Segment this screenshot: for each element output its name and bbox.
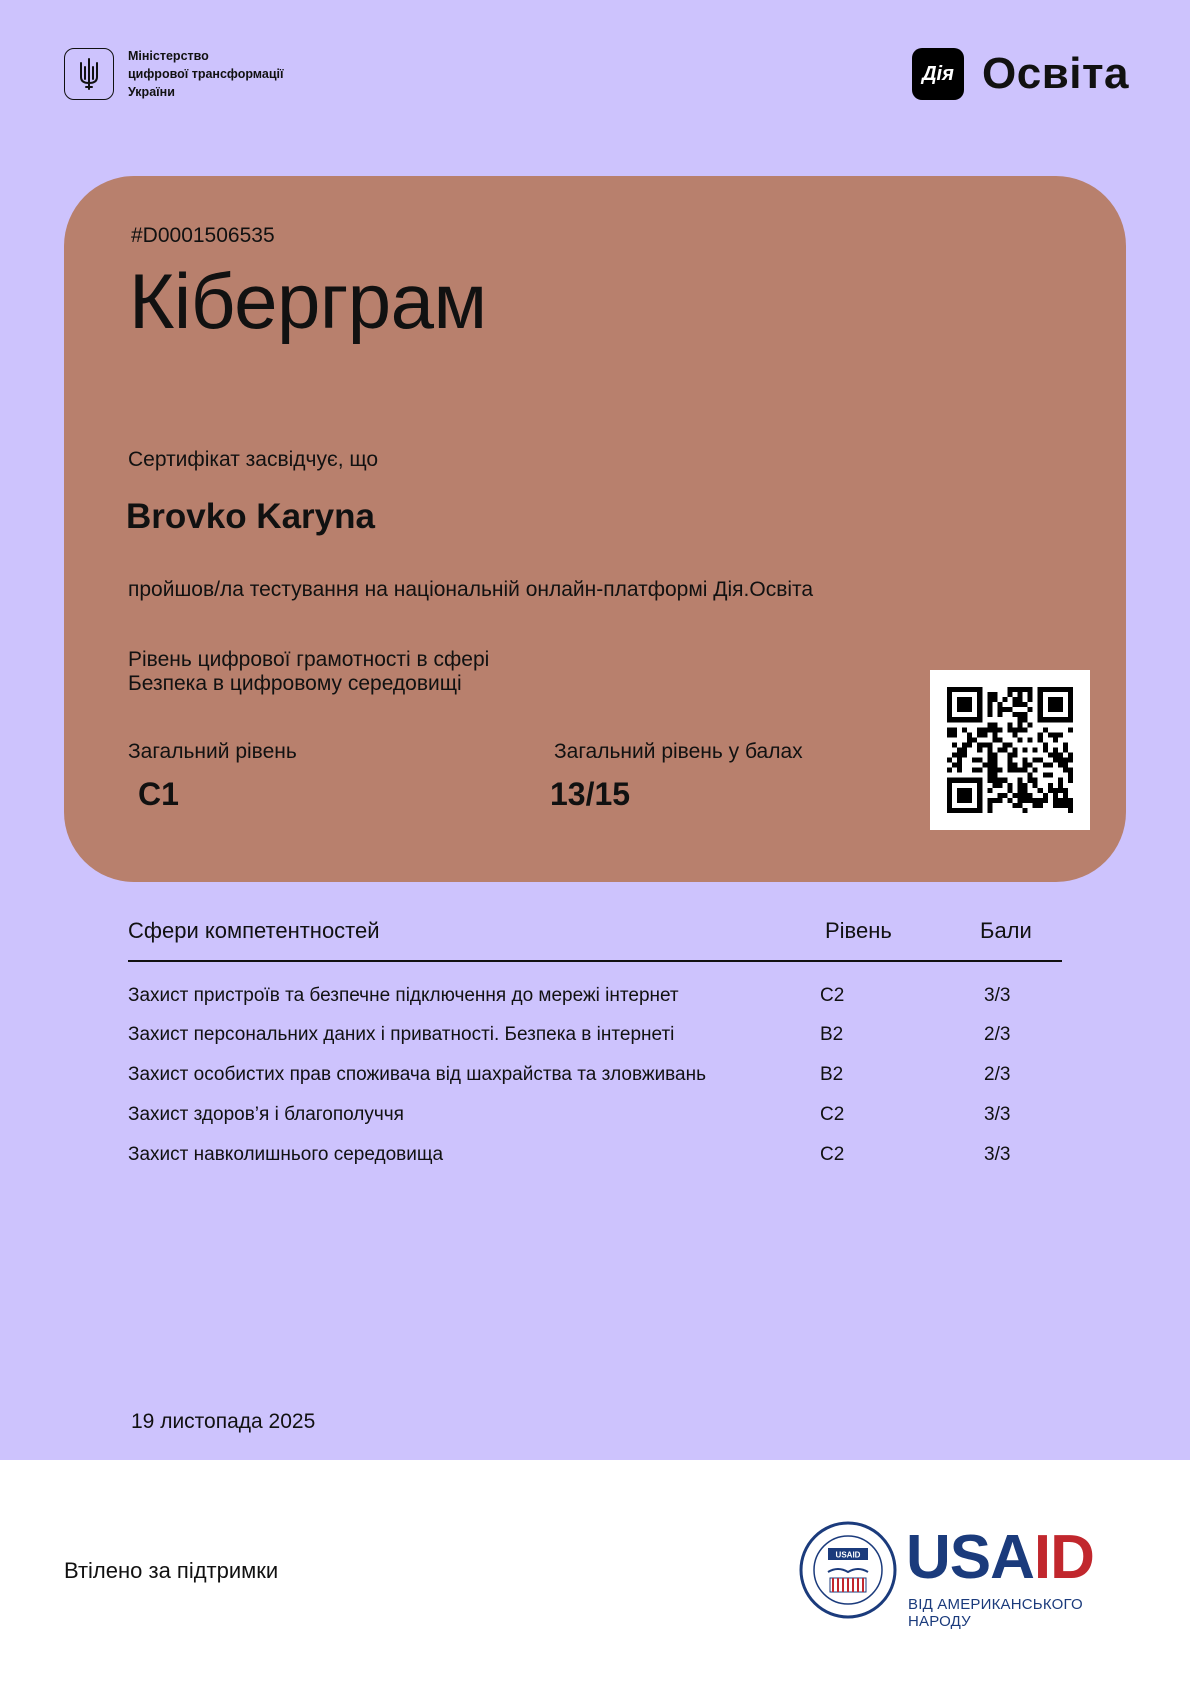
ministry-name-line: цифрової трансформації <box>128 67 284 81</box>
level-description-line: Рівень цифрової грамотності в сфері <box>128 648 490 671</box>
usaid-seal-icon <box>798 1520 898 1620</box>
usaid-wordmark <box>906 1522 1094 1593</box>
row-sphere: Захист персональних даних і приватності. Безпека в інтернеті <box>128 1024 675 1045</box>
row-level: B2 <box>820 1064 844 1085</box>
column-header-points: Бали <box>980 918 1032 943</box>
issue-date: 19 листопада 2025 <box>131 1410 316 1433</box>
table-row <box>128 1104 1062 1144</box>
qr-code-icon <box>947 687 1073 813</box>
passed-text: пройшов/ла тестування на національній онлайн-платформі Дія.Освіта <box>128 578 814 601</box>
ministry-name-line: Міністерство <box>128 49 209 63</box>
row-sphere: Захист навколишнього середовища <box>128 1144 444 1165</box>
column-header-sphere: Сфери компетентностей <box>128 918 380 943</box>
row-sphere: Захист особистих прав споживача від шахрайства та зловживань <box>128 1064 707 1085</box>
ministry-name-line: України <box>128 85 175 99</box>
column-header-level: Рівень <box>825 918 892 943</box>
table-row <box>128 1144 1062 1184</box>
overall-level-label: Загальний рівень <box>128 740 297 763</box>
qr-code[interactable] <box>930 670 1090 830</box>
ministry-name <box>128 47 328 101</box>
ministry-logo <box>64 47 328 101</box>
row-level: B2 <box>820 1024 844 1045</box>
trident-icon <box>64 48 114 100</box>
certificate-id: #D0001506535 <box>131 224 275 247</box>
usaid-wordmark-red: ID <box>1033 1523 1094 1592</box>
row-sphere: Захист пристроїв та безпечне підключення до мережі інтернет <box>128 985 679 1006</box>
row-points: 3/3 <box>984 985 1011 1006</box>
table-row <box>128 1064 1062 1104</box>
person-name: Brovko Karyna <box>126 497 375 536</box>
row-points: 3/3 <box>984 1144 1011 1165</box>
usaid-tagline: ВІД АМЕРИКАНСЬКОГО НАРОДУ <box>908 1596 1083 1630</box>
level-description-line: Безпека в цифровому середовищі <box>128 672 462 695</box>
row-level: C2 <box>820 1144 845 1165</box>
overall-score-label: Загальний рівень у балах <box>554 740 803 763</box>
row-points: 3/3 <box>984 1104 1011 1125</box>
dia-osvita-logo <box>912 48 1129 100</box>
certificate-card <box>64 176 1126 882</box>
row-level: C2 <box>820 985 845 1006</box>
usaid-wordmark-blue: USA <box>906 1523 1034 1592</box>
table-header <box>128 916 1062 962</box>
table-row <box>128 985 1062 1025</box>
seal-text: USAID <box>835 1550 861 1560</box>
row-sphere: Захист здоров’я і благополуччя <box>128 1104 404 1125</box>
row-level: C2 <box>820 1104 845 1125</box>
attests-text: Сертифікат засвідчує, що <box>128 448 379 471</box>
overall-score-value: 13/15 <box>550 776 631 812</box>
overall-level-value: C1 <box>138 776 179 812</box>
row-points: 2/3 <box>984 1064 1011 1085</box>
usaid-logo <box>798 1520 1126 1630</box>
table-row <box>128 1024 1062 1064</box>
course-title: Кіберграм <box>129 257 487 345</box>
support-text: Втілено за підтримки <box>64 1558 279 1583</box>
dia-badge: Дія <box>912 48 964 100</box>
brand-name: Освіта <box>982 49 1129 98</box>
level-description <box>128 648 489 696</box>
row-points: 2/3 <box>984 1024 1011 1045</box>
